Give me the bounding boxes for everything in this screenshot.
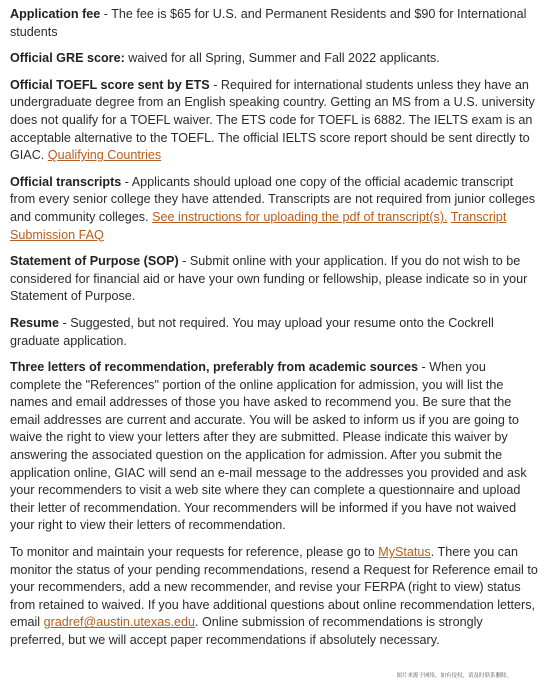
gradref-email-link[interactable]: gradref@austin.utexas.edu <box>43 615 196 630</box>
recommendations-item <box>10 359 538 535</box>
mystatus-link[interactable]: MyStatus <box>378 545 431 560</box>
transcripts-item <box>10 174 538 244</box>
item-label: Official TOEFL score sent by ETS <box>10 77 210 92</box>
item-text: - Submit online with your application. If you do not wish to be considered for financial aid or have your own funding or fellowship, please indicate so in your Statement of Purpose. <box>10 254 528 304</box>
item-text: - When you complete the "References" portion of the online application for admission, you will list the names and email addresses of those you have asked to recommend you. Be sure that the email addresses are current and accurate. You will be asked to inform us if you are going to waive the right to view your letters after they are submitted. Please indicate this waiver by answering the associated question on the application for admission. After you submit the application online, GIAC will send an e-mail message to the addresses you provided and ask your recommenders to visit a web site where they can complete a questionnaire and upload their letter of recommendation. Your recommenders will be informed if you have not waived your right to view their letters of recommendation. <box>10 360 527 533</box>
paragraph-text: . There you can monitor the status of your pending recommendations, resend a Request for Reference email to your recommenders, add a new recommender, and revise your FERPA (right to view) status from retained to waived. If you have additional questions about online recommendation letters, email <box>10 545 538 630</box>
item-text: - Required for international students unless they have an undergraduate degree from an English speaking country. Getting an MS from a U.S. university does not qualify for a TOEFL waiver. The ETS code for TOEFL is 6882. The IELTS exam is an acceptable alternative to the TOEFL. The official IELTS score report should be sent directly to GIAC. <box>10 77 535 163</box>
recommendation-monitoring-paragraph <box>10 544 538 650</box>
item-label: Three letters of recommendation, preferably from academic sources <box>10 360 419 375</box>
item-label: Official transcripts <box>10 174 122 189</box>
item-text: - The fee is $65 for U.S. and Permanent Residents and $90 for International students <box>10 7 527 39</box>
paragraph-text: . Online submission of recommendations is strongly preferred, but we will accept paper recommendations if absolutely necessary. <box>10 615 483 647</box>
item-label: Resume <box>10 315 59 330</box>
transcript-instructions-link[interactable]: See instructions for uploading the pdf of transcript(s). <box>152 209 448 224</box>
gre-score-item <box>10 50 538 68</box>
application-fee-item <box>10 6 538 41</box>
item-label: Application fee <box>10 7 101 21</box>
resume-item <box>10 315 538 350</box>
item-label: Official GRE score: <box>10 51 125 66</box>
qualifying-countries-link[interactable]: Qualifying Countries <box>47 148 162 163</box>
image-source-watermark: 图片来源于网络，如有侵权，请及时联系删除。 <box>396 673 512 679</box>
item-text: waived for all Spring, Summer and Fall 2022 applicants. <box>124 51 440 66</box>
item-text: - Suggested, but not required. You may upload your resume onto the Cockrell graduate application. <box>10 315 494 348</box>
toefl-score-item <box>10 77 538 165</box>
item-text: - Applicants should upload one copy of the official academic transcript from every senior college they have attended. Transcripts are not required from junior colleges and community colleges. <box>10 174 536 224</box>
paragraph-text: To monitor and maintain your requests for reference, please go to <box>10 545 379 560</box>
item-label: Statement of Purpose (SOP) <box>10 254 179 269</box>
transcript-faq-link[interactable]: Transcript Submission FAQ <box>10 209 507 242</box>
sop-item <box>10 253 538 306</box>
